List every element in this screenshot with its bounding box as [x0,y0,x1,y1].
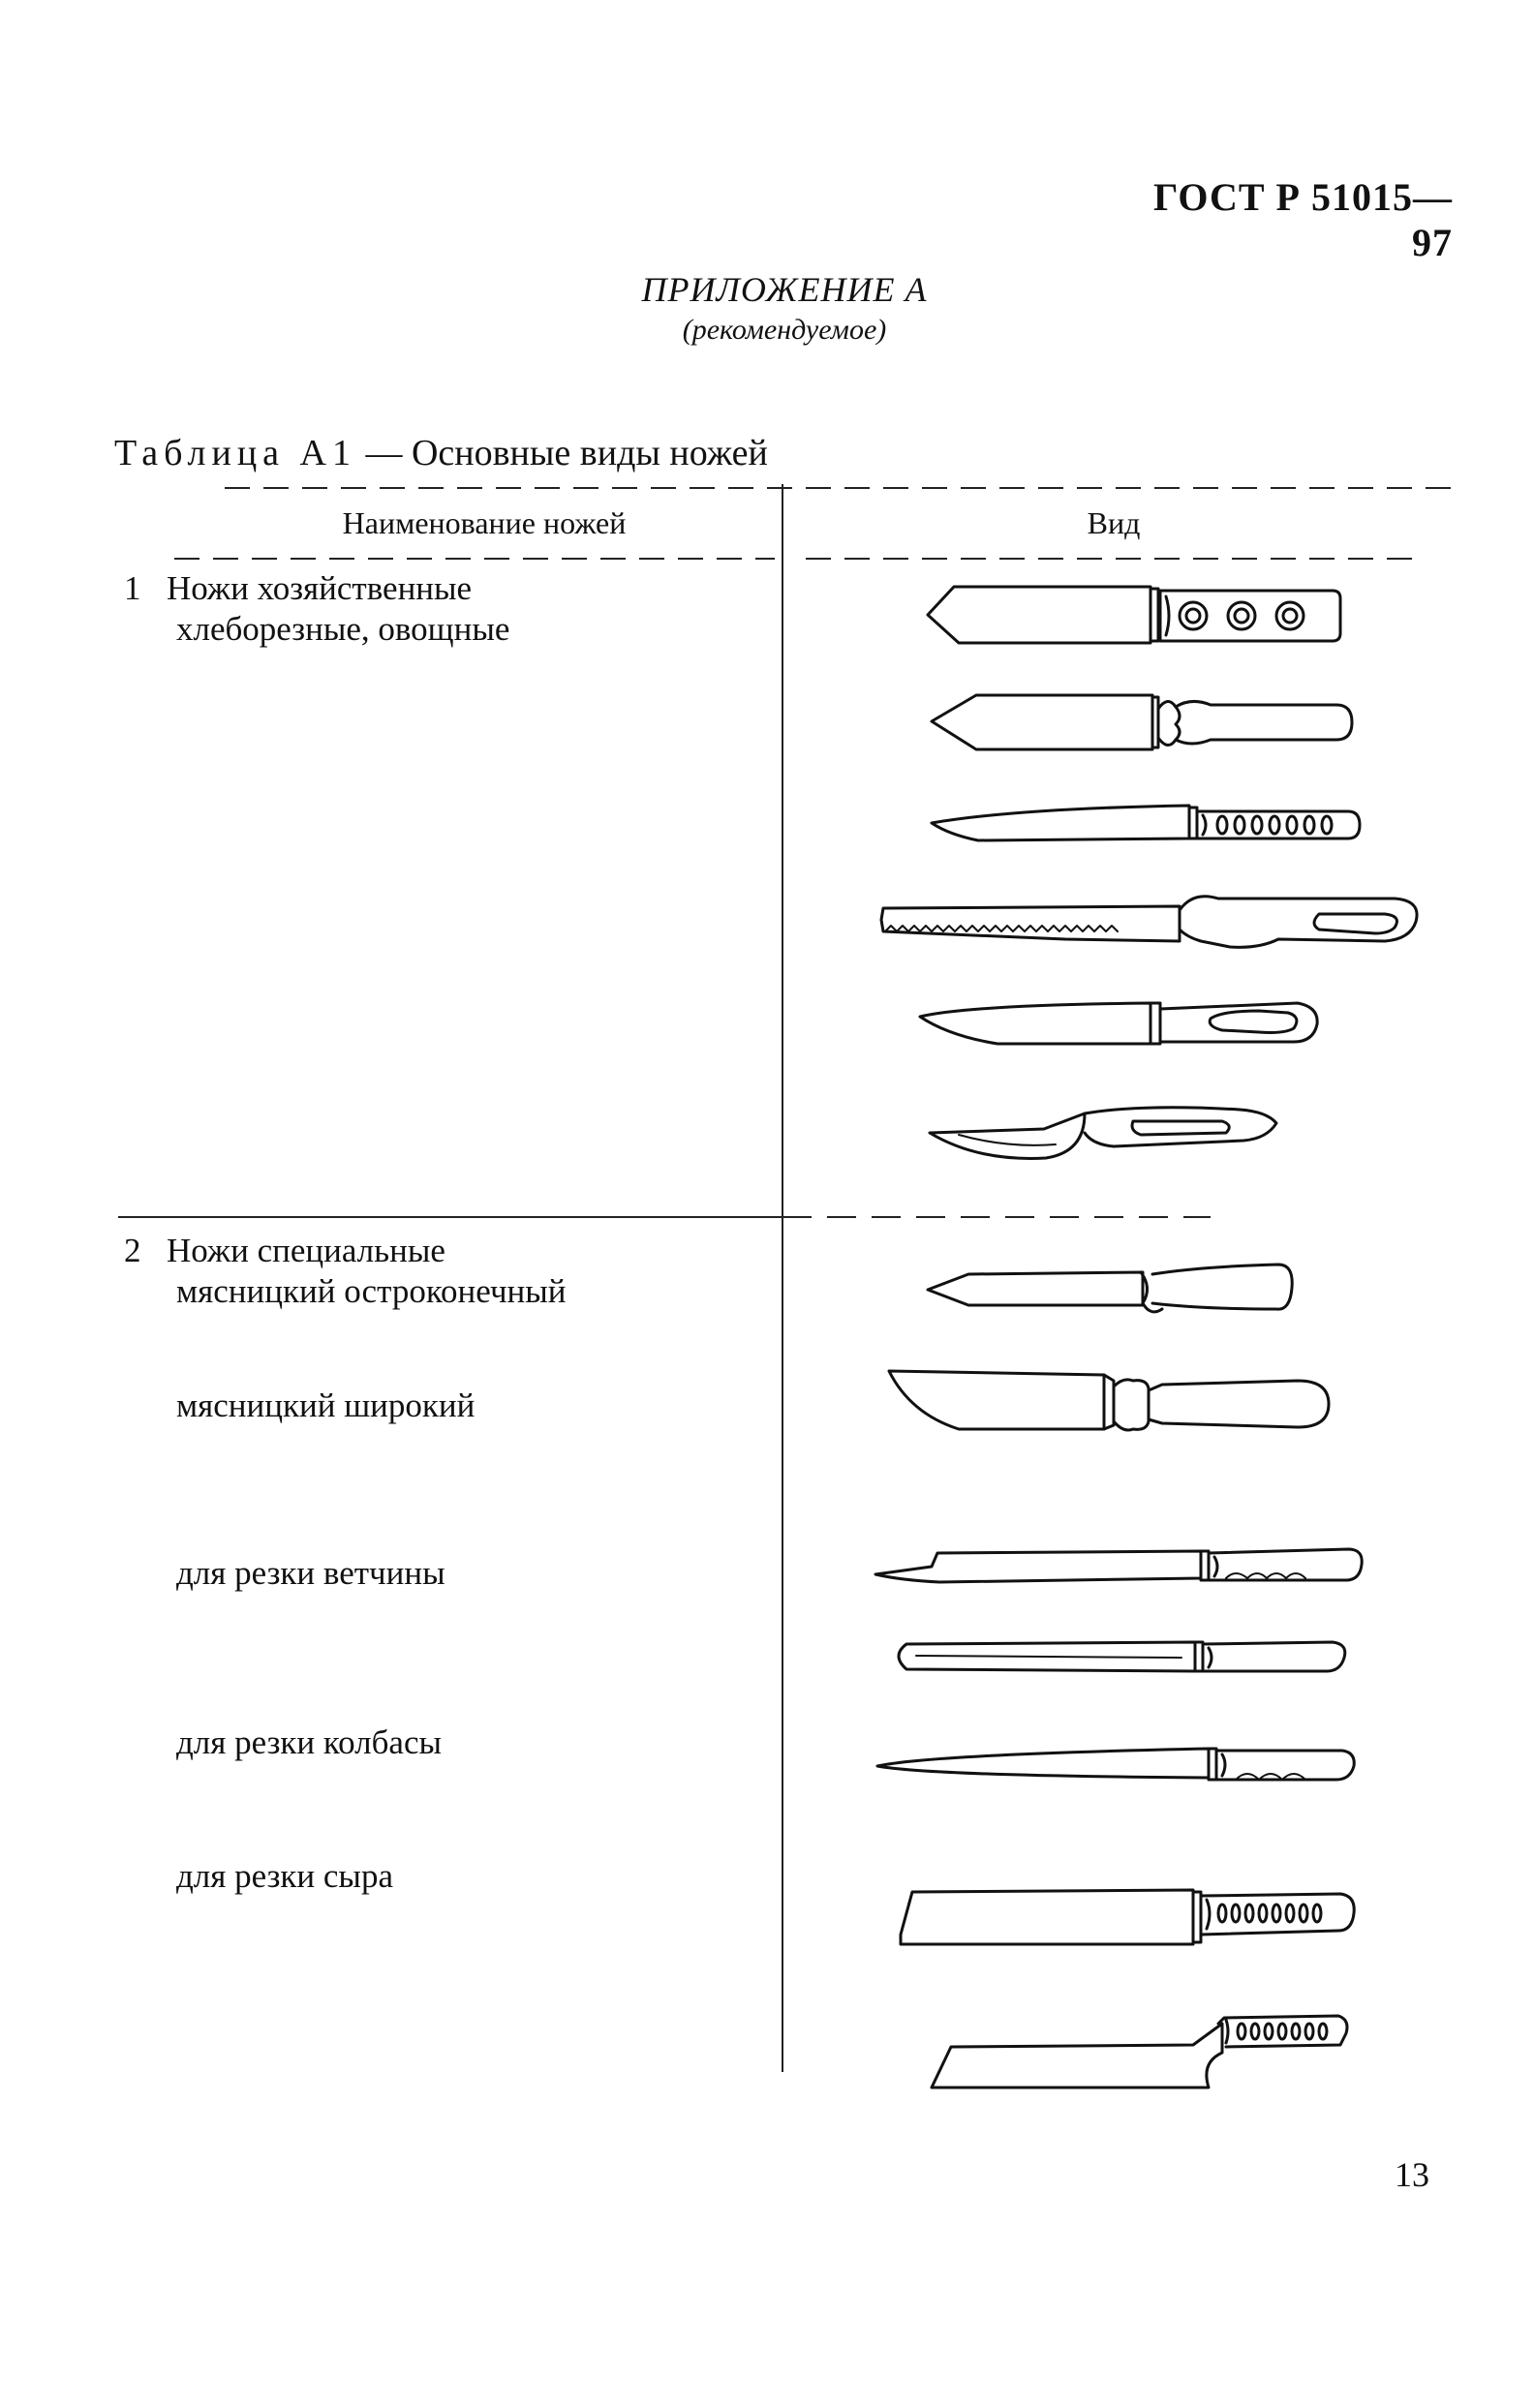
page-number: 13 [1395,2155,1429,2194]
appendix-title: ПРИЛОЖЕНИЕ А [641,270,928,309]
column-header-view: Вид [1087,505,1141,540]
row-ham: для резки ветчины [176,1554,445,1592]
row-butcher-wide: мясницкий широкий [176,1387,476,1424]
ham-knife-icon [875,1549,1362,1582]
row-2-number: 2 [124,1232,141,1269]
utility-knife-icon [920,1003,1317,1044]
ham-knife-rounded-icon [899,1642,1345,1671]
appendix-subtitle: (рекомендуемое) [682,314,887,346]
row-cheese: для резки сыра [176,1857,393,1895]
row-2-title: Ножи специальные [167,1232,445,1269]
row-2-subtitle: мясницкий остроконечный [176,1272,567,1310]
table-caption-label: Таблица А1 [114,433,356,473]
kitchen-knife-turned-handle-icon [932,695,1352,749]
kitchen-knife-riveted-icon [928,587,1340,643]
row-1-title: Ножи хозяйственные [167,569,473,607]
standard-number: ГОСТ Р 51015—97 [1152,175,1453,264]
sausage-knife-icon [877,1749,1354,1780]
butcher-pointed-knife-icon [928,1265,1292,1312]
butcher-wide-knife-icon [889,1371,1329,1430]
row-1-subtitle: хлеборезные, овощные [176,610,510,648]
paring-knife-curved-icon [930,1108,1276,1159]
table-caption-text: — Основные виды ножей [365,433,768,473]
column-header-name: Наименование ножей [342,505,627,540]
row-1-number: 1 [124,569,141,607]
slicer-knife-icon [932,806,1360,840]
cheese-knife-offset-icon [932,2016,1347,2088]
bread-knife-serrated-icon [881,897,1417,948]
cheese-knife-icon [901,1890,1354,1944]
row-sausage: для резки колбасы [176,1723,443,1761]
